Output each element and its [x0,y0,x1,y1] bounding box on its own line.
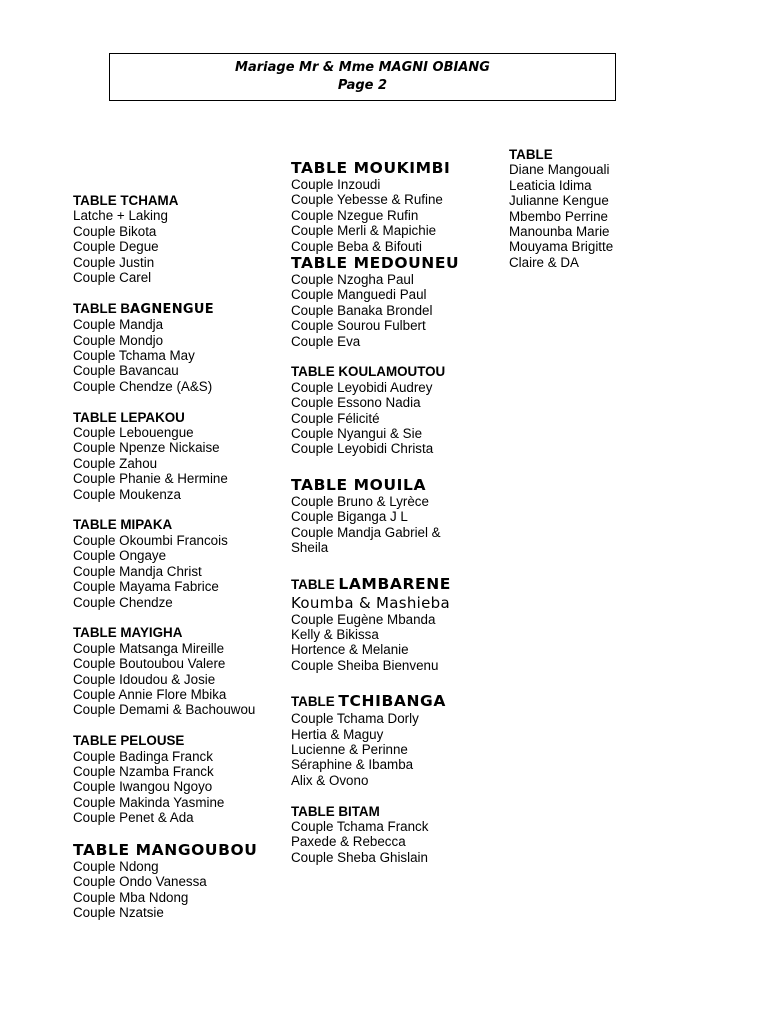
guest-line: Couple Npenze Nickaise [73,440,220,456]
guest-line: Couple Makinda Yasmine [73,794,225,810]
guest-line: Couple Eva [291,333,361,349]
guest-line: Couple Essono Nadia [291,395,421,411]
table-group-medouneu [291,254,501,349]
guest-line: Couple Félicité [291,410,380,426]
column-middle [291,159,501,865]
guest-line: Couple Nyangui & Sie [291,426,423,442]
page-number: Page 2 [337,78,388,93]
guest-line: Couple Nzegue Rufin [291,207,419,223]
table-heading [291,692,501,711]
table-group-unnamed [509,147,709,270]
guest-line: Hortence & Melanie [291,642,409,658]
guest-line: Couple Biganga J L [291,509,408,525]
table-heading: TABLE KOULAMOUTOU [291,364,446,380]
table-group-lepakou [73,410,283,502]
table-group-mangoubou [73,841,283,921]
table-heading: TABLE PELOUSE [73,733,185,749]
guest-line: Couple Tchama Franck [291,818,429,834]
table-group-lambarene [291,575,501,674]
guest-line: Couple Leyobidi Audrey [291,379,433,395]
table-heading: TABLE MOUKIMBI [291,159,451,177]
table-heading-name: TCHIBANGA [338,692,446,711]
guest-line: Couple Justin [73,254,155,270]
table-heading: TABLE MANGOUBOU [73,840,258,859]
table-heading: TABLE MAYIGHA [73,625,183,641]
guest-line: Claire & DA [509,254,579,270]
guest-line: Couple Annie Flore Mbika [73,686,227,702]
guest-line: Hertia & Maguy [291,726,384,742]
guest-line: Leaticia Idima [509,177,592,193]
guest-line: Couple Tchama May [73,348,195,364]
table-heading: TABLE BITAM [291,803,380,819]
table-heading-prefix: TABLE [291,694,339,710]
guest-line: Couple Sheiba Bienvenu [291,657,439,673]
guest-line: Couple Nzogha Paul [291,272,414,288]
guest-line: Couple Eugène Mbanda [291,611,436,627]
guest-line: Couple Zahou [73,455,158,471]
column-left [73,193,283,921]
guest-line: Couple Sourou Fulbert [291,318,426,334]
guest-line: Couple Carel [73,270,152,286]
table-group-mipaka [73,517,283,609]
guest-line-large: Koumba & Mashieba [291,593,450,612]
table-heading-prefix: TABLE [291,576,339,592]
guest-line: Couple Matsanga Mireille [73,640,225,656]
table-heading: TABLE [509,147,553,162]
guest-line: Couple Mba Ndong [73,889,189,905]
guest-line: Paxede & Rebecca [291,834,406,850]
guest-line: Couple Badinga Franck [73,748,213,764]
guest-line: Couple Chendze [73,594,173,610]
guest-line: Couple Bikota [73,223,157,239]
guest-line: Couple Yebesse & Rufine [291,192,443,208]
guest-line: Couple Degue [73,239,159,255]
table-heading [291,575,501,594]
guest-line: Lucienne & Perinne [291,741,408,757]
guest-line: Couple Mayama Fabrice [73,579,219,595]
guest-line: Couple Leyobidi Christa [291,441,434,457]
document-title: Mariage Mr & Mme MAGNI OBIANG [235,60,490,75]
guest-line: Manounba Marie [509,224,610,240]
guest-line: Couple Tchama Dorly [291,711,419,727]
guest-line: Alix & Ovono [291,772,369,788]
table-group-pelouse [73,733,283,825]
guest-line: Couple Inzoudi [291,177,381,192]
guest-line: Couple Ndong [73,858,159,874]
guest-line: Couple Nzamba Franck [73,763,214,779]
guest-line: Julianne Kengue [509,193,609,209]
guest-line: Mbembo Perrine [509,208,608,224]
guest-line: Couple Sheba Ghislain [291,849,428,865]
guest-line: Couple Boutoubou Valere [73,656,226,672]
guest-line: Couple Chendze (A&S) [73,378,213,394]
guest-line: Couple Merli & Mapichie [291,223,437,239]
guest-line: Couple Mondjo [73,332,164,348]
table-group-mouila [291,476,501,556]
table-heading [73,301,283,317]
guest-line: Couple Idoudou & Josie [73,671,216,687]
table-heading-part: AGNENGUE [130,301,214,317]
table-group-tchama [73,193,283,285]
table-heading-part: TABLE B [73,300,131,316]
table-heading: TABLE MIPAKA [73,517,173,533]
guest-line: Couple Mandja Gabriel & Sheila [291,524,441,556]
guest-line: Couple Phanie & Hermine [73,471,228,487]
guest-line: Diane Mangouali [509,162,610,178]
guest-line: Couple Banaka Brondel [291,302,433,318]
guest-line: Couple Mandja Christ [73,563,202,579]
guest-line: Couple Moukenza [73,486,181,502]
guest-line: Couple Nzatsie [73,905,164,921]
table-group-tchibanga [291,692,501,788]
table-group-bagnengue [73,301,283,394]
guest-line: Couple Lebouengue [73,425,194,441]
guest-line: Couple Bavancau [73,363,179,379]
guest-line: Couple Mandja [73,317,164,333]
table-group-bitam [291,804,501,866]
table-heading: TABLE LEPAKOU [73,409,185,425]
guest-line: Couple Penet & Ada [73,810,194,826]
guest-line: Latche + Laking [73,208,168,224]
guest-line: Kelly & Bikissa [291,626,379,642]
guest-line: Couple Beba & Bifouti [291,238,423,254]
table-heading: TABLE TCHAMA [73,193,179,208]
guest-line: Séraphine & Ibamba [291,757,414,773]
guest-line: Couple Ongaye [73,548,167,564]
guest-line: Couple Okoumbi Francois [73,532,228,548]
guest-line: Mouyama Brigitte [509,239,614,255]
document-header [109,53,616,101]
guest-line: Couple Demami & Bachouwou [73,702,256,718]
table-heading: TABLE MOUILA [291,475,427,494]
guest-line: Couple Manguedi Paul [291,287,427,303]
table-heading-name: LAMBARENE [338,574,451,593]
guest-line: Couple Bruno & Lyrèce [291,493,429,509]
guest-line: Couple Iwangou Ngoyo [73,779,213,795]
table-group-mayigha [73,625,283,717]
table-group-moukimbi [291,159,501,254]
table-group-koulamoutou [291,364,501,456]
guest-line: Couple Ondo Vanessa [73,874,207,890]
column-right [509,147,709,270]
table-heading: TABLE MEDOUNEU [291,254,460,273]
